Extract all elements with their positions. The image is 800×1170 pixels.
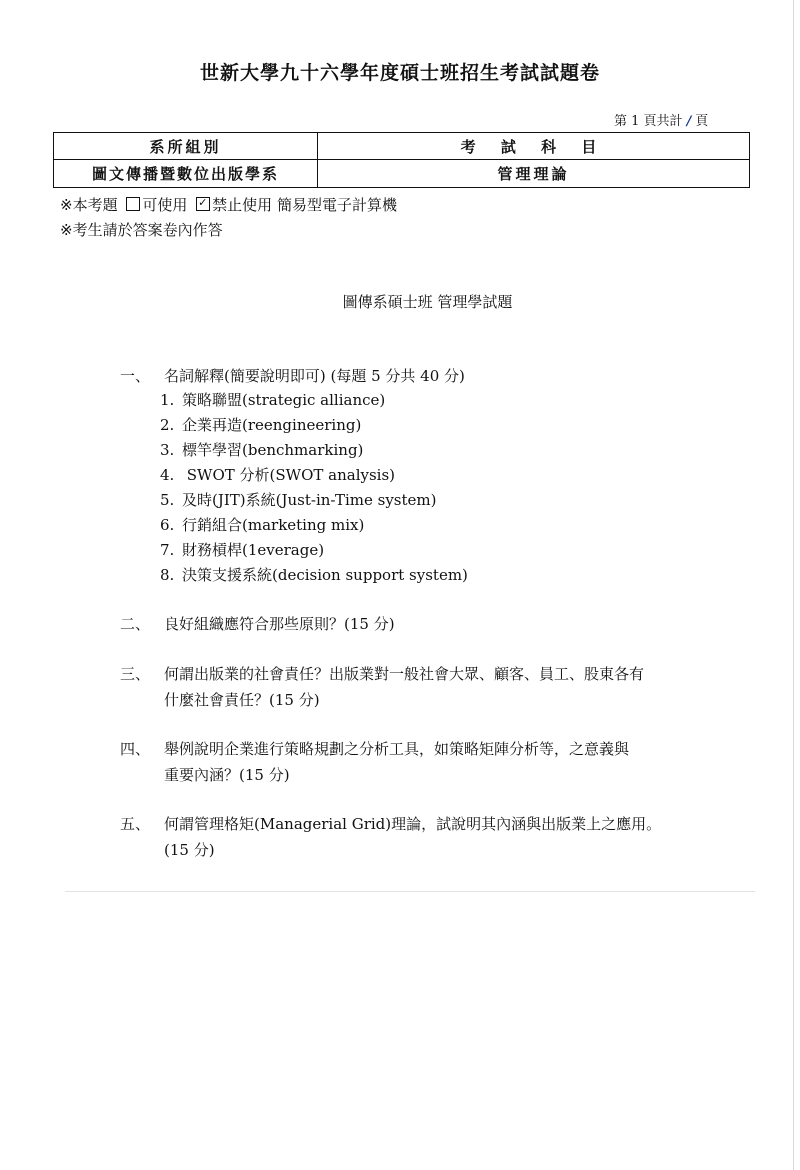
- allow-label: 可使用: [142, 196, 188, 214]
- term-index: 1.: [160, 391, 175, 409]
- list-item: [160, 438, 468, 463]
- question-text: 何謂管理格矩(Managerial Grid)理論，試說明其內涵與出版業上之應用。: [164, 815, 662, 833]
- forbid-label: 禁止使用: [212, 196, 273, 214]
- term-text: 標竿學習(benchmarking): [182, 441, 364, 459]
- forbid-checkbox: [196, 197, 210, 211]
- term-text: 及時(JIT)系統(Just-in-Time system): [182, 491, 437, 509]
- exam-header-table: [53, 132, 750, 188]
- allow-checkbox: [126, 197, 140, 211]
- term-list: [160, 388, 468, 588]
- question-text-cont: 什麼社會責任？(15 分): [164, 691, 320, 709]
- notice-prefix: ※本考題: [60, 196, 118, 214]
- question-number: 一、: [120, 367, 151, 385]
- page-title: 世新大學九十六學年度碩士班招生考試試題卷: [199, 62, 600, 84]
- scan-divider-line: [65, 891, 755, 892]
- question-text: 名詞解釋(簡要說明即可) (每題 5 分共 40 分): [164, 367, 465, 385]
- term-text: 決策支援系統(decision support system): [182, 566, 468, 584]
- subject-value: 管理理論: [497, 165, 570, 183]
- page-counter: [614, 110, 708, 129]
- term-text: 行銷組合(marketing mix): [182, 516, 365, 534]
- term-text: 策略聯盟(strategic alliance): [182, 391, 386, 409]
- list-item: [160, 513, 468, 538]
- dept-label: 系所組別: [54, 133, 318, 159]
- page-counter-prefix: 第 1 頁共計: [614, 114, 683, 129]
- exam-subtitle: 圖傳系碩士班 管理學試題: [342, 293, 513, 311]
- question-number: 五、: [120, 815, 151, 833]
- question-text: 舉例說明企業進行策略規劃之分析工具，如策略矩陣分析等，之意義與: [164, 740, 630, 758]
- question-number: 三、: [120, 665, 151, 683]
- list-item: [160, 388, 468, 413]
- list-item: [160, 538, 468, 563]
- question-text: 何謂出版業的社會責任？出版業對一般社會大眾、顧客、員工、股東各有: [164, 665, 645, 683]
- calculator-label: 簡易型電子計算機: [276, 196, 397, 214]
- term-index: 2.: [160, 416, 175, 434]
- term-text: SWOT 分析(SWOT analysis): [182, 466, 396, 484]
- list-item: [160, 463, 468, 488]
- term-index: 7.: [160, 541, 175, 559]
- term-index: 4.: [160, 466, 175, 484]
- question-number: 四、: [120, 740, 151, 758]
- question-text-cont: (15 分): [164, 841, 215, 859]
- page-counter-slash: /: [686, 114, 692, 129]
- question-number: 二、: [120, 615, 151, 633]
- question-text: 良好組織應符合那些原則？(15 分): [164, 615, 395, 633]
- header-row-labels: [54, 133, 749, 160]
- term-text: 企業再造(reengineering): [182, 416, 362, 434]
- answer-sheet-notice: ※考生請於答案卷內作答: [60, 221, 223, 239]
- question-text-cont: 重要內涵？(15 分): [164, 766, 290, 784]
- list-item: [160, 413, 468, 438]
- term-index: 8.: [160, 566, 175, 584]
- scan-edge-line: [793, 0, 794, 1170]
- term-text: 財務槓桿(1everage): [182, 541, 325, 559]
- header-row-values: [54, 160, 749, 187]
- page-counter-suffix: 頁: [695, 114, 709, 129]
- dept-value: 圖文傳播暨數位出版學系: [54, 160, 318, 187]
- list-item: [160, 563, 468, 588]
- term-index: 6.: [160, 516, 175, 534]
- term-index: 3.: [160, 441, 175, 459]
- subject-label: 考 試 科 目: [460, 137, 607, 156]
- calculator-notice: [60, 194, 397, 215]
- list-item: [160, 488, 468, 513]
- term-index: 5.: [160, 491, 175, 509]
